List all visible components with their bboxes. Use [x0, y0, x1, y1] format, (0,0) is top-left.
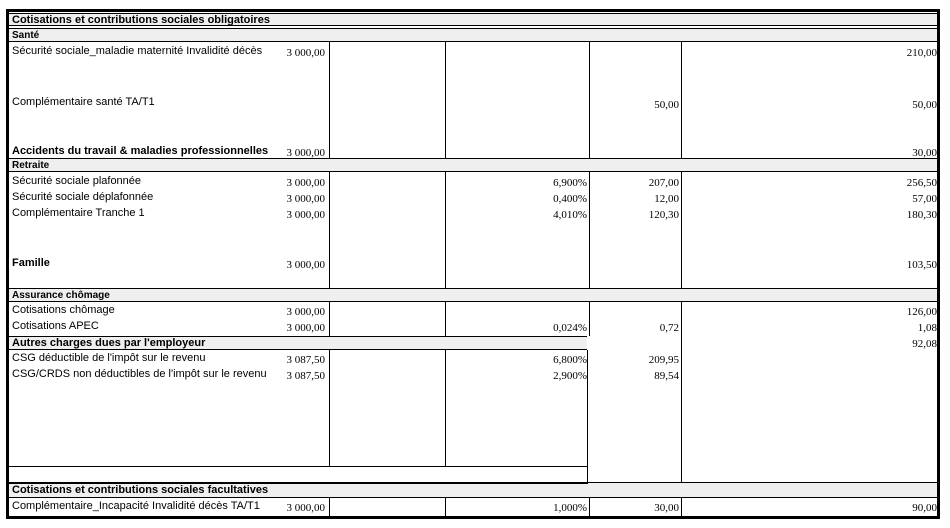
column-divider	[445, 350, 446, 466]
row-label: CSG déductible de l'impôt sur le revenu	[12, 352, 206, 364]
row-label: Sécurité sociale_maladie maternité Invalidité décès	[12, 45, 263, 57]
column-divider	[587, 350, 588, 482]
row-employeur: 103,50	[906, 259, 937, 271]
section-sante: Santé	[12, 30, 40, 41]
payslip-contributions-table	[6, 9, 940, 519]
row-base: 3 000,00	[286, 259, 325, 271]
section-autres: Autres charges dues par l'employeur	[12, 337, 206, 349]
row-label: Accidents du travail & maladies professionnelles	[12, 145, 269, 157]
sante-band	[9, 28, 937, 42]
table-title: Cotisations et contributions sociales obligatoires	[12, 14, 270, 26]
row-taux: 6,900%	[553, 177, 587, 189]
row-montant: 50,00	[654, 99, 679, 111]
row-label: Cotisations APEC	[12, 320, 99, 332]
column-divider	[681, 42, 682, 158]
row-montant: 12,00	[654, 193, 679, 205]
column-divider	[445, 42, 446, 158]
row-base: 3 000,00	[286, 306, 325, 318]
row-base: 3 000,00	[286, 322, 325, 334]
row-employeur: 92,08	[912, 338, 937, 350]
row-taux: 0,024%	[553, 322, 587, 334]
row-employeur: 210,00	[906, 47, 937, 59]
row-employeur: 50,00	[912, 99, 937, 111]
row-montant: 209,95	[648, 354, 679, 366]
row-label: Cotisations chômage	[12, 304, 115, 316]
row-divider	[9, 466, 588, 467]
column-divider	[445, 302, 446, 336]
row-base: 3 000,00	[286, 177, 325, 189]
column-divider	[681, 302, 682, 482]
column-divider	[681, 498, 682, 516]
row-montant: 89,54	[654, 370, 679, 382]
chomage-band	[9, 288, 937, 302]
row-montant: 207,00	[648, 177, 679, 189]
row-base: 3 087,50	[286, 370, 325, 382]
row-taux: 1,000%	[553, 502, 587, 514]
row-base: 3 087,50	[286, 354, 325, 366]
row-montant: 0,72	[659, 322, 679, 334]
column-divider	[329, 302, 330, 336]
row-employeur: 180,30	[906, 209, 937, 221]
column-divider	[445, 172, 446, 288]
row-label: Complémentaire Tranche 1	[12, 207, 145, 219]
row-montant: 30,00	[654, 502, 679, 514]
section-chomage: Assurance chômage	[12, 290, 110, 301]
row-taux: 0,400%	[553, 193, 587, 205]
column-divider	[681, 172, 682, 288]
section-retraite: Retraite	[12, 160, 50, 171]
row-label: CSG/CRDS non déductibles de l'impôt sur le revenu	[12, 368, 267, 380]
row-label: Sécurité sociale plafonnée	[12, 175, 142, 187]
row-base: 3 000,00	[286, 47, 325, 59]
row-taux: 6,800%	[553, 354, 587, 366]
row-employeur: 126,00	[906, 306, 937, 318]
section-facultatives: Cotisations et contributions sociales facultatives	[12, 484, 269, 496]
row-label: Complémentaire_Incapacité Invalidité décès TA/T1	[12, 500, 260, 512]
row-base: 3 000,00	[286, 209, 325, 221]
row-label: Famille	[12, 257, 50, 269]
row-base: 3 000,00	[286, 502, 325, 514]
row-montant: 120,30	[648, 209, 679, 221]
column-divider	[445, 498, 446, 516]
row-employeur: 30,00	[912, 147, 937, 159]
row-label: Sécurité sociale déplafonnée	[12, 191, 154, 203]
row-employeur: 57,00	[912, 193, 937, 205]
row-employeur: 1,08	[917, 322, 937, 334]
row-taux: 2,900%	[553, 370, 587, 382]
retraite-band	[9, 158, 937, 172]
row-label: Complémentaire santé TA/T1	[12, 96, 155, 108]
row-base: 3 000,00	[286, 193, 325, 205]
row-employeur: 90,00	[912, 502, 937, 514]
column-divider	[329, 42, 330, 158]
column-divider	[329, 350, 330, 466]
row-employeur: 256,50	[906, 177, 937, 189]
row-taux: 4,010%	[553, 209, 587, 221]
row-base: 3 000,00	[286, 147, 325, 159]
column-divider	[329, 172, 330, 288]
column-divider	[329, 498, 330, 516]
